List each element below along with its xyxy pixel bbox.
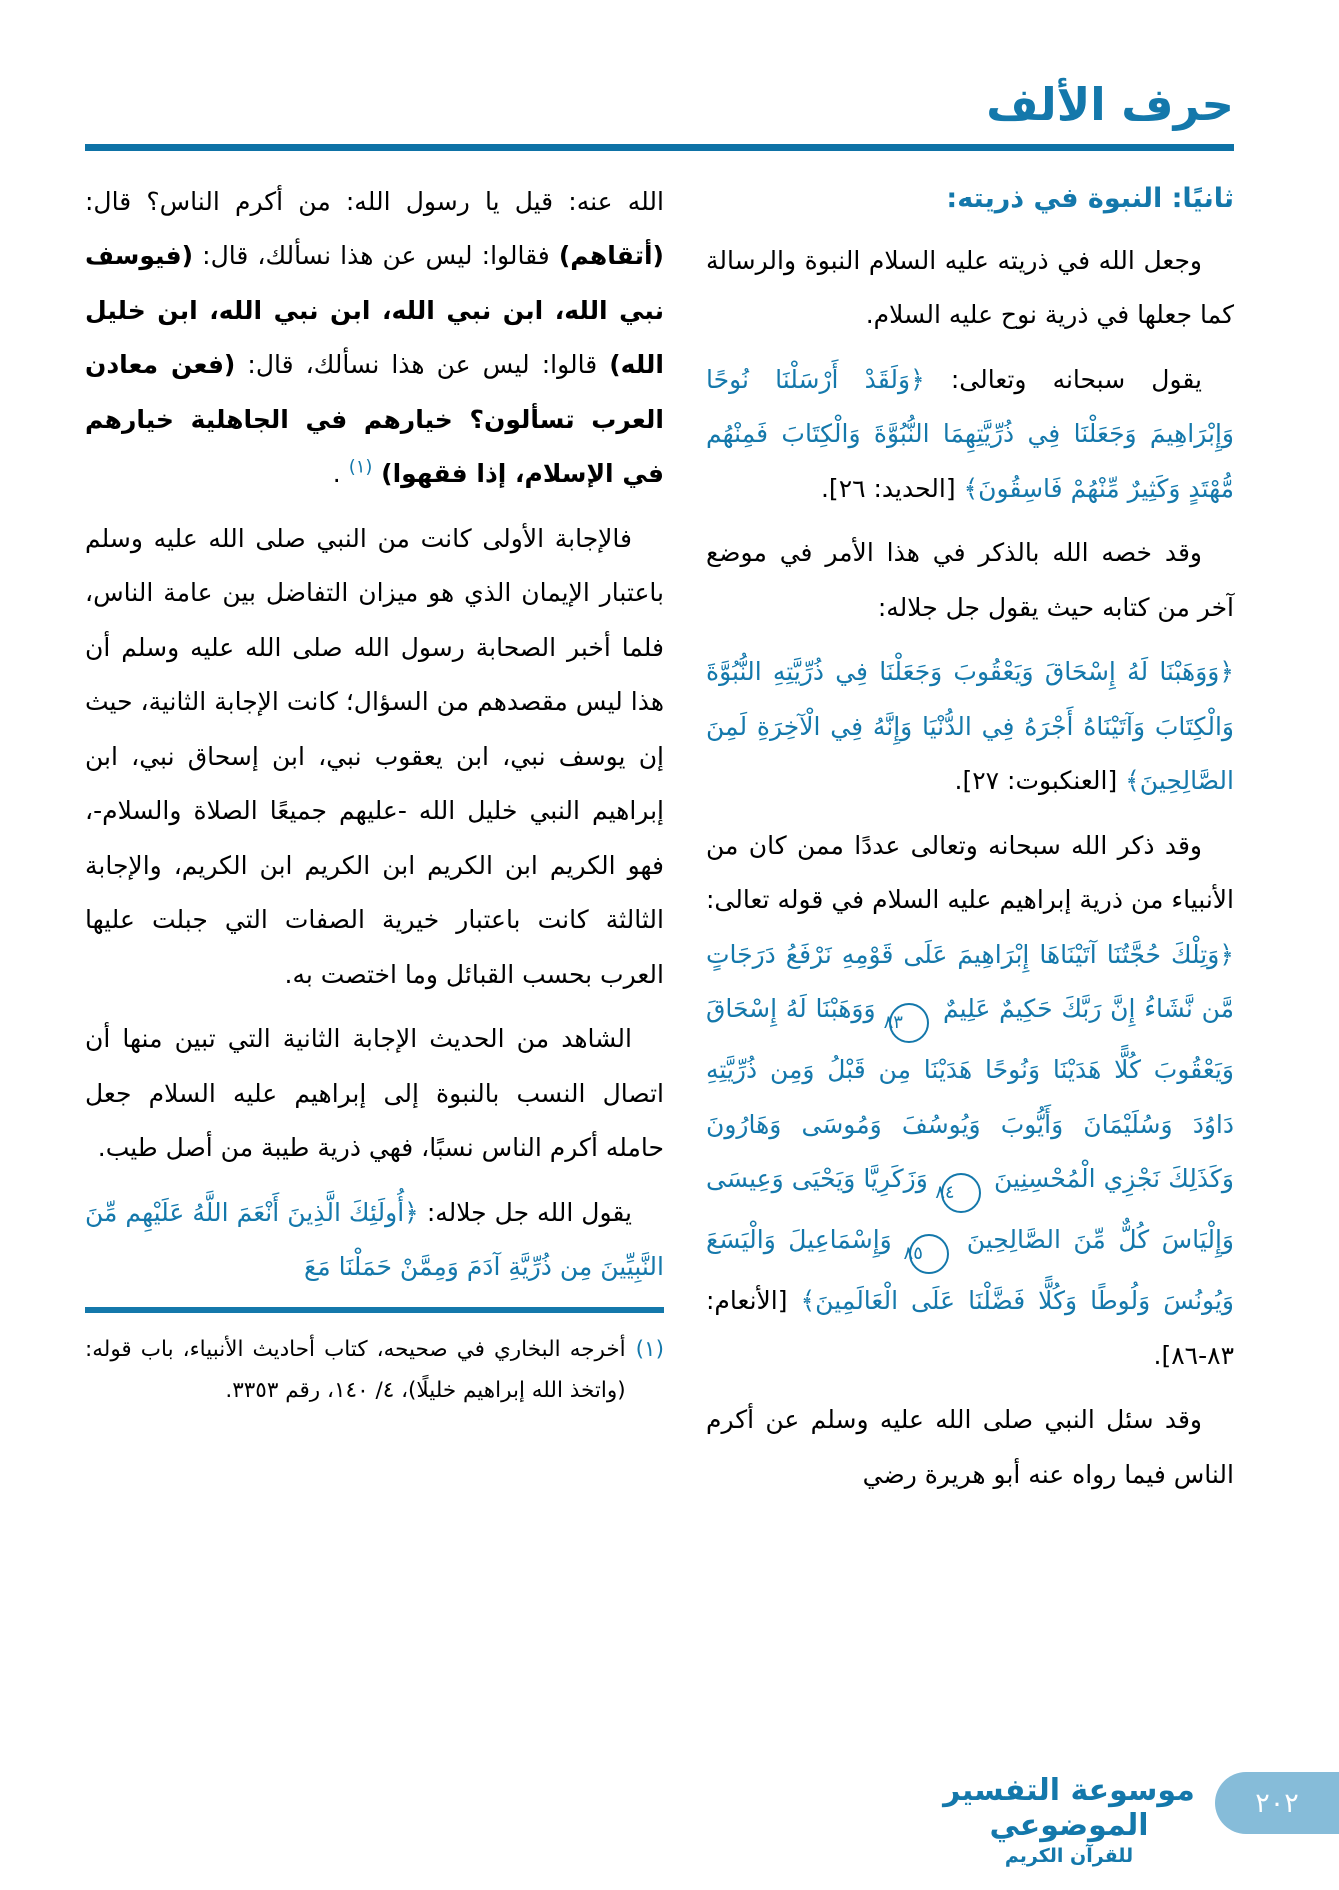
header-rule bbox=[85, 144, 1234, 151]
footnote bbox=[85, 1329, 664, 1413]
quran-verse: وَزَكَرِيَّا وَيَحْيَى وَعِيسَى وَإِلْيَاسَ كُلٌّ مِّنَ الصَّالِحِينَ bbox=[706, 1164, 1234, 1254]
quran-verse: وَوَهَبْنَا لَهُ إِسْحَاقَ وَيَعْقُوبَ كُلًّا هَدَيْنَا وَنُوحًا هَدَيْنَا مِن قَبْلُ وَمِن ذُرِّيَّتِهِ دَاوُدَ وَسُلَيْمَانَ وَأَيُّوبَ وَيُوسُفَ وَمُوسَى وَهَارُونَ وَكَذَلِكَ نَجْزِي الْمُحْسِنِينَ bbox=[706, 994, 1235, 1193]
section-heading: ثانيًا: النبوة في ذريته: bbox=[946, 182, 1234, 214]
body-text: يقول سبحانه وتعالى: bbox=[924, 364, 1202, 394]
body-text: الشاهد من الحديث الإجابة الثانية التي تبين منها أن اتصال النسب بالنبوة إلى إبراهيم عليه السلام جعل حامله أكرم الناس نسبًا، فهي ذرية طيبة من أصل طيب. bbox=[85, 1024, 664, 1162]
footnote-marker: (١) bbox=[635, 1336, 664, 1362]
body-text: وقد ذكر الله سبحانه وتعالى عددًا ممن كان من الأنبياء من ذرية إبراهيم عليه السلام في قوله تعالى: bbox=[706, 830, 1234, 914]
paragraph bbox=[706, 645, 1234, 809]
quran-verse: ﴿وَلَقَدْ أَرْسَلْنَا نُوحًا وَإِبْرَاهِيمَ وَجَعَلْنَا فِي ذُرِّيَّتِهِمَا النُّبُوَّةَ وَالْكِتَابَ فَمِنْهُم مُّهْتَدٍ وَكَثِيرٌ مِّنْهُمْ فَاسِقُونَ﴾ bbox=[706, 364, 1234, 503]
paragraph bbox=[706, 526, 1234, 635]
verse-reference: [الحديد: ٢٦]. bbox=[820, 473, 964, 503]
footnote-separator bbox=[85, 1307, 664, 1313]
body-text: وجعل الله في ذريته عليه السلام النبوة والرسالة كما جعلها في ذرية نوح عليه السلام. bbox=[706, 245, 1234, 329]
body-text: فالإجابة الأولى كانت من النبي صلى الله عليه وسلم باعتبار الإيمان الذي هو ميزان التفاضل بين عامة الناس، فلما أخبر الصحابة رسول الله صلى الله عليه وسلم أن هذا ليس مقصدهم من السؤال؛ كانت الإجابة الثانية، حيث إن يوسف نبي، ابن يعقوب نبي، ابن إسحاق نبي، ابن إبراهيم النبي خليل الله -عليهم جميعًا الصلاة والسلام-، فهو الكريم ابن الكريم ابن الكريم ابن الكريم، والإجابة الثالثة كانت باعتبار خيرية الصفات التي جبلت عليها العرب بحسب القبائل وما اختصت به. bbox=[85, 523, 664, 989]
body-text: فقالوا: ليس عن هذا نسألك، قال: bbox=[193, 241, 559, 270]
paragraph bbox=[706, 234, 1234, 343]
footnote-reference: (١) bbox=[348, 456, 373, 478]
page-body bbox=[0, 151, 1339, 1513]
verse-reference: [الأنعام: ٨٣-٨٦]. bbox=[706, 1286, 1234, 1370]
left-column bbox=[85, 175, 664, 1413]
paragraph bbox=[85, 1186, 664, 1295]
publisher-logo-title: موسوعة التفسير الموضوعي bbox=[943, 1773, 1195, 1843]
verse-reference: [العنكبوت: ٢٧]. bbox=[954, 766, 1126, 795]
publisher-logo-subtitle: للقرآن الكريم bbox=[1004, 1845, 1134, 1867]
body-text: وقد سئل النبي صلى الله عليه وسلم عن أكرم الناس فيما رواه عنه أبو هريرة رضي bbox=[706, 1405, 1234, 1489]
ayah-number-badge: ٨٣ bbox=[889, 1003, 929, 1043]
paragraph bbox=[85, 1012, 664, 1176]
hadith-text: (أتقاهم) bbox=[558, 241, 664, 270]
page-header bbox=[0, 0, 1339, 151]
paragraph bbox=[85, 512, 664, 1003]
page-number-tab bbox=[1215, 1772, 1339, 1834]
paragraph bbox=[706, 1393, 1234, 1502]
body-text: الله عنه: قيل يا رسول الله: من أكرم الناس؟ قال: bbox=[85, 186, 664, 216]
right-column bbox=[706, 175, 1234, 1513]
hadith-text: (فيوسف نبي الله، ابن نبي الله، ابن نبي الله، ابن خليل الله) bbox=[85, 241, 664, 379]
ayah-number-badge: ٨٥ bbox=[909, 1234, 949, 1274]
body-text: قالوا: ليس عن هذا نسألك، قال: bbox=[235, 350, 610, 379]
body-text: يقول الله جل جلاله: bbox=[418, 1197, 632, 1227]
footnote-text: أخرجه البخاري في صحيحه، كتاب أحاديث الأنبياء، باب قوله: (واتخذ الله إبراهيم خليلًا)، ٤/ ١٤٠، رقم ٣٣٥٣. bbox=[85, 1336, 626, 1404]
paragraph bbox=[85, 175, 664, 502]
body-text: وقد خصه الله بالذكر في هذا الأمر في موضع آخر من كتابه حيث يقول جل جلاله: bbox=[706, 538, 1234, 622]
quran-verse: ﴿وَوَهَبْنَا لَهُ إِسْحَاقَ وَيَعْقُوبَ وَجَعَلْنَا فِي ذُرِّيَّتِهِ النُّبُوَّةَ وَالْكِتَابَ وَآتَيْنَاهُ أَجْرَهُ فِي الدُّنْيَا وَإِنَّهُ فِي الْآخِرَةِ لَمِنَ الصَّالِحِينَ﴾ bbox=[706, 657, 1234, 795]
page-number: ٢٠٢ bbox=[1255, 1787, 1299, 1819]
paragraph bbox=[706, 819, 1234, 1384]
hadith-text: (فعن معادن العرب تسألون؟ خيارهم في الجاهلية خيارهم في الإسلام، إذا فقهوا) bbox=[85, 350, 664, 488]
body-text: . bbox=[332, 459, 349, 488]
quran-verse: ﴿أُولَئِكَ الَّذِينَ أَنْعَمَ اللَّهُ عَلَيْهِم مِّنَ النَّبِيِّينَ مِن ذُرِّيَّةِ آدَمَ وَمِمَّنْ حَمَلْنَا مَعَ bbox=[85, 1197, 664, 1281]
paragraph bbox=[706, 353, 1234, 517]
chapter-title: حرف الألف bbox=[986, 78, 1234, 131]
quran-verse: وَإِسْمَاعِيلَ وَالْيَسَعَ وَيُونُسَ وَلُوطًا وَكُلًّا فَضَّلْنَا عَلَى الْعَالَمِينَ﴾ bbox=[706, 1225, 1234, 1315]
quran-verse: ﴿وَتِلْكَ حُجَّتُنَا آتَيْنَاهَا إِبْرَاهِيمَ عَلَى قَوْمِهِ نَرْفَعُ دَرَجَاتٍ مَّن نَّشَاءُ إِنَّ رَبَّكَ حَكِيمٌ عَلِيمٌ bbox=[706, 939, 1234, 1023]
publisher-logo bbox=[914, 1774, 1224, 1867]
ayah-number-badge: ٨٤ bbox=[941, 1173, 981, 1213]
